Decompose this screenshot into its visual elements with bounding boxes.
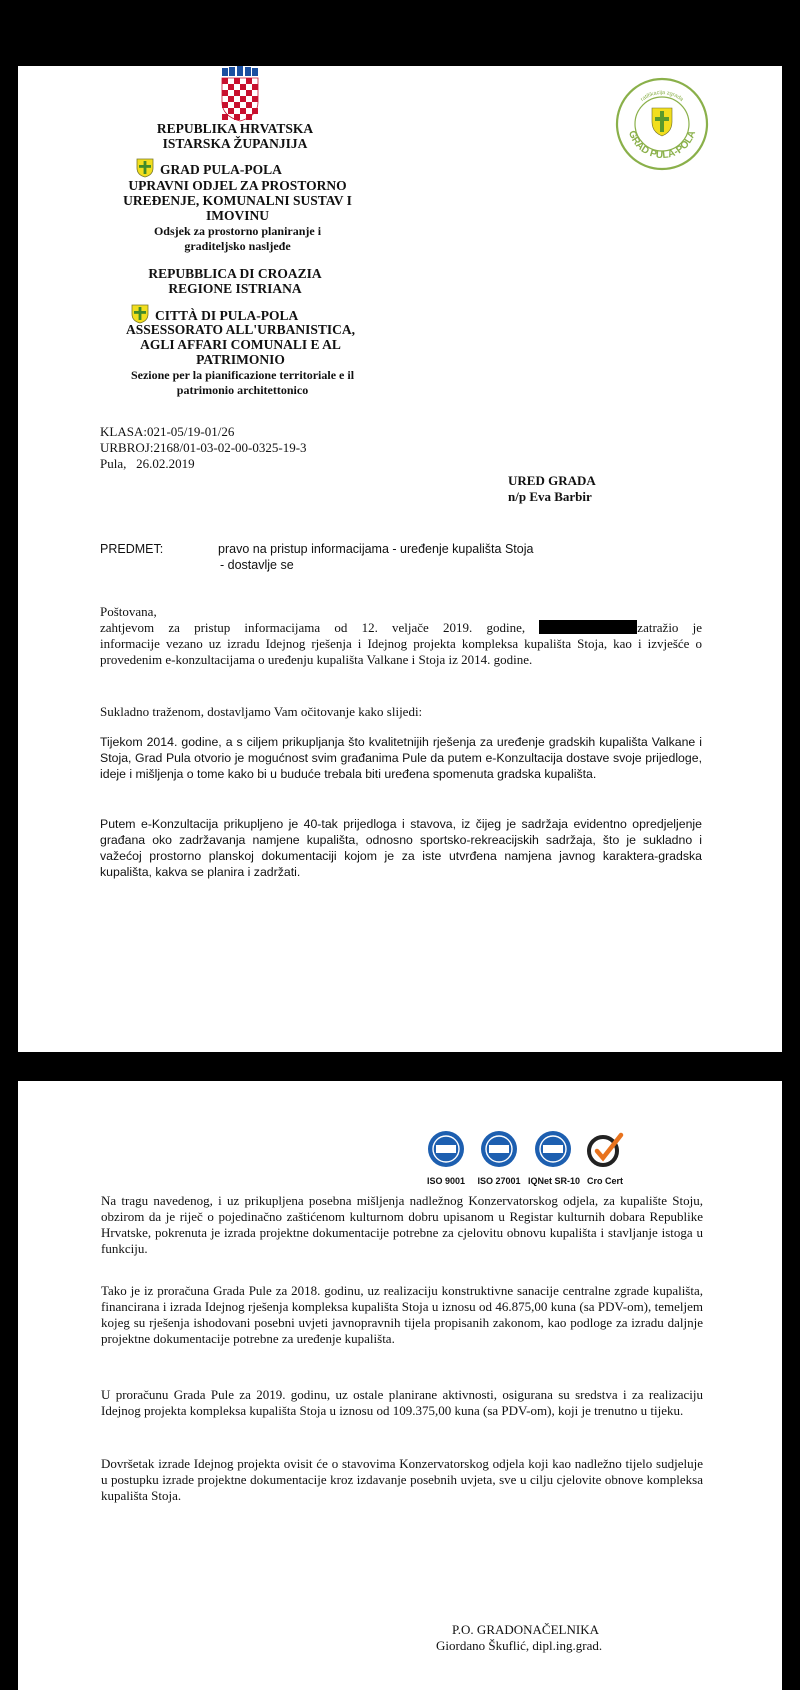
crocert-check-icon xyxy=(585,1129,625,1169)
city-name: GRAD PULA-POLA xyxy=(160,162,282,177)
subject-label: PREDMET: xyxy=(100,542,164,556)
header-department-it xyxy=(98,322,383,367)
salutation: Poštovana, xyxy=(100,604,157,619)
pula-shield-icon xyxy=(131,304,149,324)
header-city-hr xyxy=(136,158,356,178)
pula-shield-icon xyxy=(136,158,154,178)
subject-line: pravo na pristup informacijama - uređenje kupališta Stoja xyxy=(218,542,534,556)
paragraph-1-first-line xyxy=(100,620,702,636)
letter-page-1 xyxy=(18,66,782,1052)
header-line: UPRAVNI ODJEL ZA PROSTORNO xyxy=(128,178,347,193)
cert-label: IQNet SR-10 xyxy=(528,1176,581,1186)
iso-badge-icon xyxy=(533,1129,573,1169)
header-line: UREĐENJE, KOMUNALNI SUSTAV I xyxy=(123,193,352,208)
urbroj-number: URBROJ:2168/01-03-02-00-0325-19-3 xyxy=(100,440,307,455)
cert-label: Cro Cert xyxy=(586,1176,623,1186)
paragraph-3: Tijekom 2014. godine, a s ciljem prikupljanja što kvalitetnijih rješenja za uređenje gradskih kupališta Valkane i Stoja, Grad Pula otvorio je mogućnost svim građanima Pule da putem e-Konzultacija dostave svoje prijedloge, ideje i mišljenja o tome kako bi u buduće trebala biti uređena spomenuta gradska kupališta. xyxy=(100,735,702,781)
header-country-it xyxy=(110,266,360,296)
header-country-hr xyxy=(110,121,360,151)
croatian-coat-of-arms-icon xyxy=(220,66,260,122)
header-line: AGLI AFFARI COMUNALI E AL xyxy=(140,337,341,352)
redacted-name xyxy=(539,620,637,634)
reference-block xyxy=(100,424,420,472)
header-line: ISTARSKA ŽUPANJIJA xyxy=(162,136,308,151)
recipient-block xyxy=(508,473,708,505)
cert-iqnet xyxy=(528,1129,581,1187)
header-line: graditeljsko nasljeđe xyxy=(184,239,291,253)
recipient-office: URED GRADA xyxy=(508,473,596,488)
iso-badge-icon xyxy=(426,1129,466,1169)
header-line: REPUBLIKA HRVATSKA xyxy=(156,121,314,136)
stamp-ring-text: GRAD PULA-POLA xyxy=(625,129,699,162)
paragraph-1-rest: informacije vezano uz izradu Idejnog rješenja i Idejnog projekta kompleksa kupališta Stoja, kao i izvješće o provedenim e-konzultacijama o uređenju kupališta Valkane i Stoja iz 2014. godine. xyxy=(100,636,702,667)
header-section-it xyxy=(90,368,395,398)
cert-iso-9001 xyxy=(421,1129,471,1187)
paragraph-2: Sukladno traženom, dostavljamo Vam očitovanje kako slijedi: xyxy=(100,704,423,719)
header-line: ASSESSORATO ALL'URBANISTICA, xyxy=(125,322,356,337)
subject-text xyxy=(218,541,678,573)
cert-label: ISO 9001 xyxy=(426,1176,466,1186)
cert-crocert xyxy=(580,1129,630,1187)
paragraph-7: U proračunu Grada Pule za 2019. godinu, uz ostale planirane aktivnosti, osigurana su sredstva i za realizaciju Idejnog projekta kompleksa kupališta Stoja u iznosu od 109.375,00 kuna (sa PDV-om), koji je trenutno u tijeku. xyxy=(101,1387,703,1418)
paragraph-6: Tako je iz proračuna Grada Pule za 2018. godinu, uz realizaciju konstruktivne sanacije centralne zgrade kupališta, financirana i izrada Idejnog rješenja kompleksa kupališta Stoja u iznosu od 46.875,00 kuna (sa PDV-om), temeljem kojeg su rješenja ishodovani posebni uvjeti javnopravnih tijela propisanih zakonom, kao podloge za izradu daljnje projektne dokumentacije potrebne za uređenje kupališta. xyxy=(101,1283,703,1346)
header-line: Sezione per la pianificazione territoriale e il xyxy=(130,368,355,382)
header-line: REGIONE ISTRIANA xyxy=(168,281,302,296)
header-city-it xyxy=(131,304,371,324)
text: zatražio je xyxy=(637,620,703,635)
paragraph-5: Na tragu navedenog, i uz prikupljena posebna mišljenja nadležnog Konzervatorskog odjela, za kupalište Stoju, obzirom da je riječ o pojedinačno zaštićenom kulturnom dobru upisanom u Registar kulturnih dobara Republike Hrvatske, pokrenuta je izrada projektne dokumentacije potrebne za cjelovitu obnovu kupališta i stavljanje istoga u funkciju. xyxy=(101,1193,703,1256)
cert-iso-27001 xyxy=(474,1129,524,1187)
text: zahtjevom za pristup informacijama od 12. veljače 2019. godine, xyxy=(100,620,526,635)
header-line: IMOVINU xyxy=(206,208,269,223)
stamp-top-text: ratifikacija zgrada xyxy=(639,89,685,103)
klasa-number: KLASA:021-05/19-01/26 xyxy=(100,424,235,439)
header-line: REPUBBLICA DI CROAZIA xyxy=(148,266,322,281)
cert-label: ISO 27001 xyxy=(477,1176,521,1186)
iso-badge-icon xyxy=(479,1129,519,1169)
signature-block xyxy=(436,1622,676,1654)
subject-line: - dostavlje se xyxy=(220,558,294,572)
header-line: patrimonio architettonico xyxy=(176,383,309,397)
recipient-person: n/p Eva Barbir xyxy=(508,489,592,504)
header-department-hr xyxy=(110,178,365,223)
paragraph-4: Putem e-Konzultacija prikupljeno je 40-tak prijedloga i stavova, iz čijeg je sadržaja evidentno opredjeljenje građana oko zadržavanja namjene kupališta, odnosno sportsko-rekreacijskih sadržaja, što je sukladno i važećoj prostorno planskoj dokumentaciji kojom je za iste utvrđena namjena javnog karaktera-gradska kupališta, kakva se planira i zadržati. xyxy=(100,817,702,879)
letter-page-2 xyxy=(18,1081,782,1690)
place: Pula, xyxy=(100,456,127,471)
paragraph-1 xyxy=(100,620,702,668)
place-date xyxy=(100,456,420,472)
city-name: CITTÀ DI PULA-POLA xyxy=(155,308,299,323)
date: 26.02.2019 xyxy=(136,456,195,471)
city-stamp-icon xyxy=(614,76,710,172)
header-line: PATRIMONIO xyxy=(196,352,285,367)
signature-title: P.O. GRADONAČELNIKA xyxy=(452,1622,599,1637)
header-section-hr xyxy=(110,224,365,254)
paragraph-8: Dovršetak izrade Idejnog projekta ovisit će o stavovima Konzervatorskog odjela koji kao nadležno tijelo sudjeluje u postupku izrade projektne dokumentacije kroz izdavanje posebnih uvjeta, sve u cilju cjelovite obnove kompleksa kupališta Stoja. xyxy=(101,1456,703,1503)
signature-name: Giordano Škuflić, dipl.ing.grad. xyxy=(436,1638,603,1653)
header-line: Odsjek za prostorno planiranje i xyxy=(153,224,322,238)
